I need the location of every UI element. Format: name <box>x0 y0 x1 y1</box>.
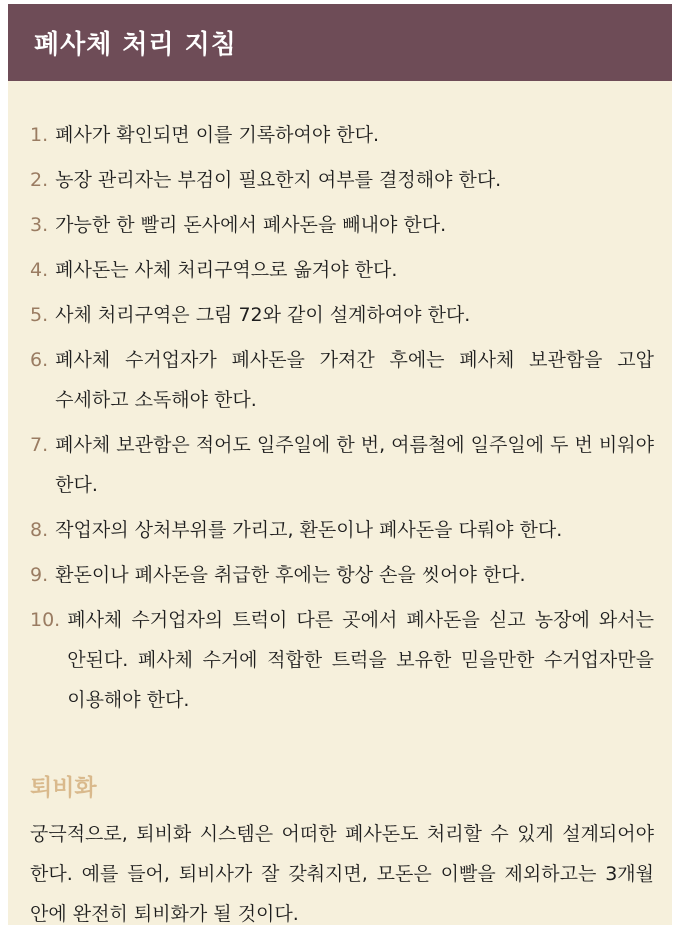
section-title: 퇴비화 <box>30 775 97 801</box>
guideline-text: 폐사체 수거업자의 트럭이 다른 곳에서 폐사돈을 싣고 농장에 와서는 안된다. 폐사체 수거에 적합한 트럭을 보유한 믿을만한 수거업자만을 이용해야 한다. <box>67 609 654 711</box>
guideline-item <box>30 425 654 505</box>
guideline-text: 환돈이나 폐사돈을 취급한 후에는 항상 손을 씻어야 한다. <box>55 564 526 586</box>
guideline-panel <box>8 4 672 925</box>
guideline-item <box>30 205 654 245</box>
guideline-number: 10. <box>30 609 61 631</box>
guideline-text: 작업자의 상처부위를 가리고, 환돈이나 폐사돈을 다뤄야 한다. <box>55 519 563 541</box>
guideline-text: 농장 관리자는 부검이 필요한지 여부를 결정해야 한다. <box>55 169 502 191</box>
guideline-number: 7. <box>30 434 49 456</box>
guideline-number: 3. <box>30 214 49 236</box>
guideline-number: 8. <box>30 519 49 541</box>
guideline-number: 9. <box>30 564 49 586</box>
guideline-text: 사체 처리구역은 그림 72와 같이 설계하여야 한다. <box>55 304 471 326</box>
guideline-text: 폐사체 보관함은 적어도 일주일에 한 번, 여름철에 일주일에 두 번 비워야 한다. <box>55 434 654 496</box>
guideline-item <box>30 250 654 290</box>
guideline-number: 4. <box>30 259 49 281</box>
composting-section <box>8 725 672 934</box>
guideline-text: 폐사가 확인되면 이를 기록하여야 한다. <box>55 124 380 146</box>
guideline-text: 폐사체 수거업자가 폐사돈을 가져간 후에는 폐사체 보관함을 고압 수세하고 소독해야 한다. <box>55 349 654 411</box>
guideline-item <box>30 600 654 720</box>
guideline-item <box>30 340 654 420</box>
guideline-item <box>30 160 654 200</box>
page-title: 폐사체 처리 지침 <box>34 30 237 60</box>
header-bar <box>8 4 672 81</box>
guideline-text: 가능한 한 빨리 돈사에서 폐사돈을 빼내야 한다. <box>55 214 447 236</box>
guideline-item <box>30 115 654 155</box>
guideline-item <box>30 555 654 595</box>
guideline-number: 1. <box>30 124 49 146</box>
guideline-number: 2. <box>30 169 49 191</box>
guideline-number: 6. <box>30 349 49 371</box>
guideline-list <box>8 81 672 720</box>
guideline-item <box>30 510 654 550</box>
section-body: 궁극적으로, 퇴비화 시스템은 어떠한 폐사돈도 처리할 수 있게 설계되어야 한다. 예를 들어, 퇴비사가 잘 갖춰지면, 모돈은 이빨을 제외하고는 3개월 안에 완전히 퇴비화가 될 것이다. <box>30 823 654 925</box>
guideline-text: 폐사돈는 사체 처리구역으로 옮겨야 한다. <box>55 259 398 281</box>
guideline-number: 5. <box>30 304 49 326</box>
guideline-item <box>30 295 654 335</box>
